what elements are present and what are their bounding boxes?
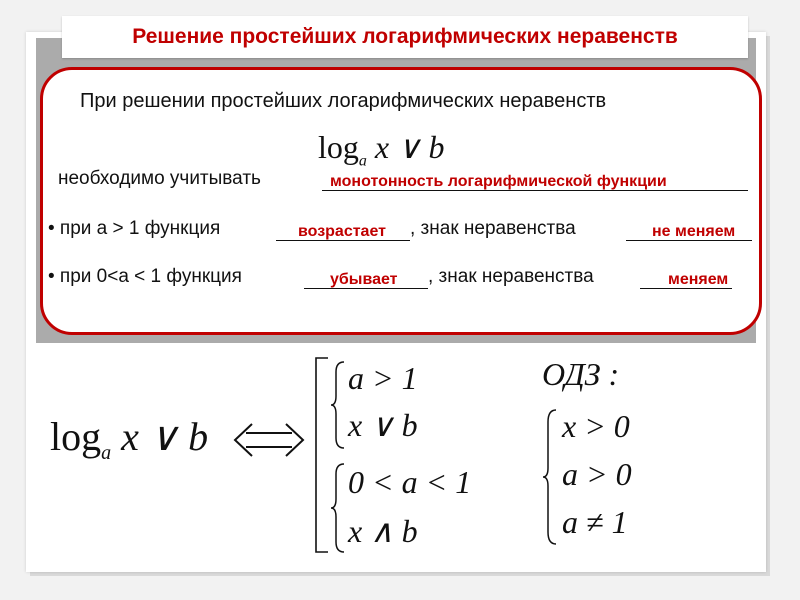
odz-cond2: a > 0 [562, 456, 632, 492]
odz-cond1: x > 0 [562, 408, 630, 444]
system1-brace [330, 360, 348, 450]
rule-intro: При решении простейших логарифмических неравенств [80, 90, 607, 112]
box-formula-log: log [318, 129, 359, 165]
system1-cond2: x ∨ b [348, 407, 418, 443]
answer-flip-sign: меняем [668, 271, 729, 288]
title-bar [62, 16, 748, 58]
odz-cond3: a ≠ 1 [562, 504, 628, 540]
main-formula-base: a [101, 442, 112, 464]
consider-label: необходимо учитывать [58, 168, 261, 189]
box-formula-base: a [358, 152, 367, 170]
answer-decreases: убывает [330, 271, 398, 288]
case-a-gt-1: • при а > 1 функция [48, 218, 221, 239]
sign-label-2: , знак неравенства [428, 266, 594, 287]
slide-title: Решение простейших логарифмических неравенств [132, 25, 678, 48]
case-a-lt-1: • при 0<а < 1 функция [48, 266, 242, 287]
answer-increases: возрастает [298, 223, 386, 240]
box-formula [318, 128, 445, 170]
odz-label: ОДЗ : [542, 356, 620, 392]
main-formula [50, 413, 208, 465]
odz-brace [542, 408, 560, 546]
main-formula-expr: x ∨ b [121, 414, 209, 459]
system1-cond1: a > 1 [348, 360, 418, 396]
answer-monotonicity: монотонность логарифмической функции [330, 173, 667, 190]
equivalence-arrow-icon [232, 420, 306, 460]
main-formula-log: log [50, 414, 102, 459]
system2-cond1: 0 < a < 1 [348, 464, 472, 500]
sign-label-1: , знак неравенства [410, 218, 576, 239]
system2-cond2: x ∧ b [348, 513, 418, 549]
union-bracket [312, 356, 332, 556]
system2-brace [330, 462, 348, 554]
answer-keep-sign: не меняем [652, 223, 736, 240]
box-formula-expr: x ∨ b [374, 129, 445, 165]
